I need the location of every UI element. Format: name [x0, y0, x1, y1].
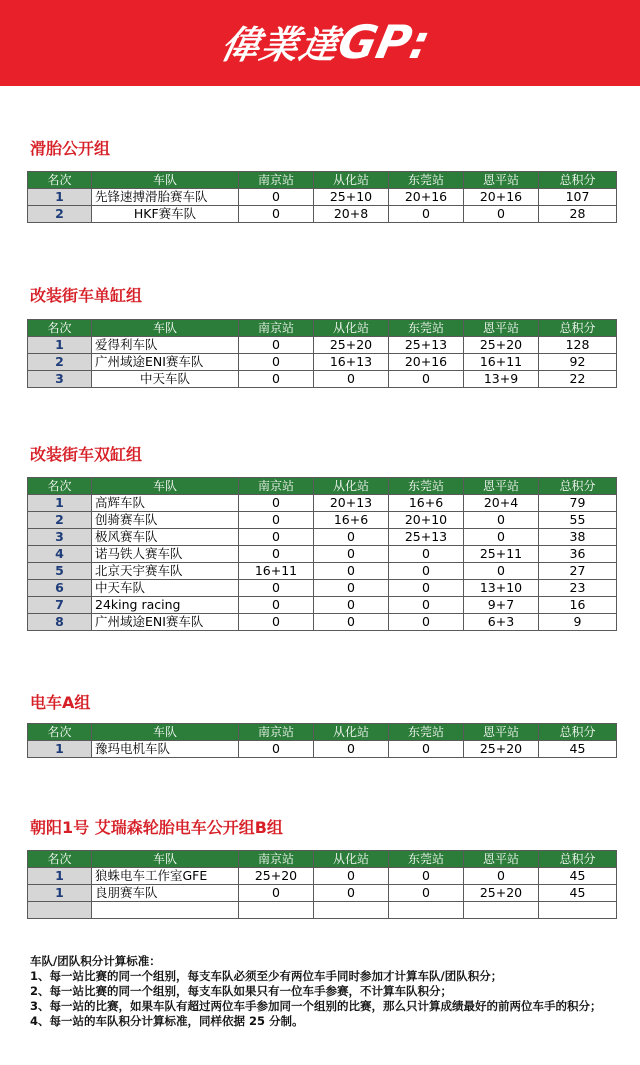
nanjing-cell: 16+11 — [239, 563, 314, 580]
dongguan-cell: 0 — [389, 563, 464, 580]
table-row — [28, 206, 617, 223]
nanjing-cell: 0 — [239, 546, 314, 563]
conghua-cell: 25+20 — [314, 337, 389, 354]
table-row — [28, 580, 617, 597]
table-row — [28, 741, 617, 758]
total-cell: 128 — [539, 337, 617, 354]
team-cell: 高辉车队 — [92, 495, 239, 512]
table-row — [28, 597, 617, 614]
nanjing-cell: 0 — [239, 741, 314, 758]
rank-cell: 3 — [28, 371, 92, 388]
dongguan-cell: 0 — [389, 580, 464, 597]
nanjing-cell: 0 — [239, 354, 314, 371]
conghua-header: 从化站 — [314, 320, 389, 337]
conghua-cell: 0 — [314, 529, 389, 546]
conghua-cell: 0 — [314, 580, 389, 597]
nanjing-header: 南京站 — [239, 172, 314, 189]
team-header: 车队 — [92, 478, 239, 495]
rank-cell: 7 — [28, 597, 92, 614]
nanjing-cell: 0 — [239, 512, 314, 529]
team-cell: 狼蛛电车工作室GFE — [92, 868, 239, 885]
notes-line: 3、每一站的比赛，如果车队有超过两位车手参加同一个组别的比赛，那么只计算成绩最好的前两位车手的积分； — [30, 999, 602, 1013]
rank-header: 名次 — [28, 478, 92, 495]
enping-cell: 20+4 — [464, 495, 539, 512]
enping-cell — [464, 902, 539, 919]
team-cell: 良朋赛车队 — [92, 885, 239, 902]
team-cell: 广州域途ENI赛车队 — [92, 614, 239, 631]
enping-header: 恩平站 — [464, 320, 539, 337]
dongguan-header: 东莞站 — [389, 478, 464, 495]
dongguan-cell: 0 — [389, 371, 464, 388]
total-cell: 28 — [539, 206, 617, 223]
dongguan-cell: 0 — [389, 597, 464, 614]
conghua-header: 从化站 — [314, 172, 389, 189]
results-table — [27, 319, 617, 388]
team-cell: 创骑赛车队 — [92, 512, 239, 529]
group-title: 朝阳1号 艾瑞森轮胎电车公开组B组 — [30, 818, 283, 837]
enping-cell: 0 — [464, 512, 539, 529]
rank-cell: 2 — [28, 354, 92, 371]
dongguan-cell: 20+16 — [389, 189, 464, 206]
enping-cell: 25+20 — [464, 885, 539, 902]
total-header: 总积分 — [539, 851, 617, 868]
rank-cell: 2 — [28, 512, 92, 529]
table-row — [28, 529, 617, 546]
conghua-cell: 0 — [314, 597, 389, 614]
enping-cell: 25+11 — [464, 546, 539, 563]
nanjing-cell: 0 — [239, 495, 314, 512]
nanjing-header: 南京站 — [239, 851, 314, 868]
team-cell: 24king racing — [92, 597, 239, 614]
nanjing-cell: 0 — [239, 614, 314, 631]
rank-cell: 1 — [28, 885, 92, 902]
total-cell: 92 — [539, 354, 617, 371]
enping-cell: 0 — [464, 529, 539, 546]
total-cell: 45 — [539, 868, 617, 885]
notes-line: 2、每一站比赛的同一个组别，每支车队如果只有一位车手参赛，不计算车队积分； — [30, 984, 452, 998]
conghua-header: 从化站 — [314, 851, 389, 868]
total-cell: 9 — [539, 614, 617, 631]
rank-header: 名次 — [28, 724, 92, 741]
total-header: 总积分 — [539, 478, 617, 495]
enping-cell: 0 — [464, 563, 539, 580]
table-row — [28, 563, 617, 580]
team-cell: 北京天宇赛车队 — [92, 563, 239, 580]
dongguan-header: 东莞站 — [389, 172, 464, 189]
dongguan-cell: 0 — [389, 868, 464, 885]
conghua-header: 从化站 — [314, 478, 389, 495]
group-title: 改装街车双缸组 — [30, 445, 143, 464]
total-header: 总积分 — [539, 724, 617, 741]
rank-cell: 1 — [28, 337, 92, 354]
dongguan-cell — [389, 902, 464, 919]
dongguan-cell: 25+13 — [389, 337, 464, 354]
enping-cell: 9+7 — [464, 597, 539, 614]
results-table — [27, 477, 617, 631]
conghua-cell: 0 — [314, 741, 389, 758]
scoring-notes — [30, 954, 620, 1029]
results-table — [27, 171, 617, 223]
conghua-header: 从化站 — [314, 724, 389, 741]
dongguan-cell: 20+10 — [389, 512, 464, 529]
total-cell: 38 — [539, 529, 617, 546]
nanjing-header: 南京站 — [239, 478, 314, 495]
enping-cell: 13+10 — [464, 580, 539, 597]
rank-cell: 3 — [28, 529, 92, 546]
conghua-cell: 0 — [314, 563, 389, 580]
table-row — [28, 614, 617, 631]
notes-line: 1、每一站比赛的同一个组别，每支车队必须至少有两位车手同时参加才计算车队/团队积分； — [30, 969, 503, 983]
table-header-row — [28, 724, 617, 741]
table-row — [28, 495, 617, 512]
conghua-cell: 0 — [314, 614, 389, 631]
table-header-row — [28, 320, 617, 337]
brand-logo — [0, 12, 640, 72]
team-cell: 豫玛电机车队 — [92, 741, 239, 758]
nanjing-cell: 0 — [239, 206, 314, 223]
dongguan-cell: 0 — [389, 885, 464, 902]
team-header: 车队 — [92, 172, 239, 189]
total-cell: 45 — [539, 741, 617, 758]
results-table — [27, 850, 617, 919]
enping-cell: 25+20 — [464, 337, 539, 354]
dongguan-cell: 0 — [389, 614, 464, 631]
team-cell: 广州域途ENI赛车队 — [92, 354, 239, 371]
total-cell: 79 — [539, 495, 617, 512]
nanjing-header: 南京站 — [239, 320, 314, 337]
team-header: 车队 — [92, 320, 239, 337]
group-title: 改装街车单缸组 — [30, 286, 143, 305]
rank-cell: 2 — [28, 206, 92, 223]
nanjing-cell: 0 — [239, 371, 314, 388]
group-title: 电车A组 — [30, 693, 91, 712]
conghua-cell: 0 — [314, 885, 389, 902]
rank-header: 名次 — [28, 320, 92, 337]
group-title: 滑胎公开组 — [30, 139, 111, 158]
conghua-cell: 0 — [314, 371, 389, 388]
total-header: 总积分 — [539, 320, 617, 337]
dongguan-cell: 0 — [389, 206, 464, 223]
total-cell — [539, 902, 617, 919]
rank-cell: 5 — [28, 563, 92, 580]
dongguan-cell: 16+6 — [389, 495, 464, 512]
rank-cell — [28, 902, 92, 919]
notes-heading: 车队/团队积分计算标准： — [30, 954, 161, 968]
table-row — [28, 885, 617, 902]
table-header-row — [28, 851, 617, 868]
nanjing-cell: 0 — [239, 885, 314, 902]
table-row — [28, 546, 617, 563]
table-row — [28, 512, 617, 529]
dongguan-cell: 25+13 — [389, 529, 464, 546]
nanjing-cell: 0 — [239, 529, 314, 546]
rank-cell: 1 — [28, 189, 92, 206]
total-cell: 16 — [539, 597, 617, 614]
rank-header: 名次 — [28, 851, 92, 868]
team-cell — [92, 902, 239, 919]
team-cell: HKF赛车队 — [92, 206, 239, 223]
rank-cell: 8 — [28, 614, 92, 631]
dongguan-cell: 20+16 — [389, 354, 464, 371]
rank-cell: 1 — [28, 495, 92, 512]
results-table — [27, 723, 617, 758]
total-header: 总积分 — [539, 172, 617, 189]
table-row — [28, 337, 617, 354]
enping-header: 恩平站 — [464, 172, 539, 189]
nanjing-header: 南京站 — [239, 724, 314, 741]
enping-cell: 20+16 — [464, 189, 539, 206]
table-header-row — [28, 478, 617, 495]
enping-cell: 16+11 — [464, 354, 539, 371]
conghua-cell: 0 — [314, 868, 389, 885]
enping-header: 恩平站 — [464, 851, 539, 868]
rank-header: 名次 — [28, 172, 92, 189]
enping-cell: 0 — [464, 868, 539, 885]
conghua-cell: 25+10 — [314, 189, 389, 206]
logo-text: 偉業達GP: — [216, 15, 435, 69]
total-cell: 107 — [539, 189, 617, 206]
notes-line: 4、每一站的车队积分计算标准，同样依据 25 分制。 — [30, 1014, 304, 1028]
enping-cell: 6+3 — [464, 614, 539, 631]
dongguan-header: 东莞站 — [389, 851, 464, 868]
nanjing-cell: 25+20 — [239, 868, 314, 885]
nanjing-cell — [239, 902, 314, 919]
nanjing-cell: 0 — [239, 597, 314, 614]
dongguan-cell: 0 — [389, 546, 464, 563]
conghua-cell: 20+8 — [314, 206, 389, 223]
conghua-cell: 16+13 — [314, 354, 389, 371]
conghua-cell: 0 — [314, 546, 389, 563]
rank-cell: 4 — [28, 546, 92, 563]
enping-cell: 25+20 — [464, 741, 539, 758]
dongguan-header: 东莞站 — [389, 724, 464, 741]
logo-gp: GP: — [333, 15, 435, 69]
conghua-cell — [314, 902, 389, 919]
enping-header: 恩平站 — [464, 478, 539, 495]
total-cell: 45 — [539, 885, 617, 902]
total-cell: 22 — [539, 371, 617, 388]
enping-cell: 13+9 — [464, 371, 539, 388]
nanjing-cell: 0 — [239, 189, 314, 206]
enping-header: 恩平站 — [464, 724, 539, 741]
team-cell: 诺马铁人赛车队 — [92, 546, 239, 563]
table-header-row — [28, 172, 617, 189]
total-cell: 55 — [539, 512, 617, 529]
rank-cell: 1 — [28, 741, 92, 758]
nanjing-cell: 0 — [239, 580, 314, 597]
rank-cell: 6 — [28, 580, 92, 597]
dongguan-header: 东莞站 — [389, 320, 464, 337]
conghua-cell: 16+6 — [314, 512, 389, 529]
conghua-cell: 20+13 — [314, 495, 389, 512]
team-cell: 极风赛车队 — [92, 529, 239, 546]
table-row — [28, 354, 617, 371]
team-cell: 先锋速搏滑胎赛车队 — [92, 189, 239, 206]
total-cell: 36 — [539, 546, 617, 563]
team-cell: 中天车队 — [92, 580, 239, 597]
table-row — [28, 902, 617, 919]
total-cell: 23 — [539, 580, 617, 597]
team-cell: 爱得利车队 — [92, 337, 239, 354]
enping-cell: 0 — [464, 206, 539, 223]
team-cell: 中天车队 — [92, 371, 239, 388]
nanjing-cell: 0 — [239, 337, 314, 354]
table-row — [28, 189, 617, 206]
total-cell: 27 — [539, 563, 617, 580]
team-header: 车队 — [92, 724, 239, 741]
dongguan-cell: 0 — [389, 741, 464, 758]
rank-cell: 1 — [28, 868, 92, 885]
team-header: 车队 — [92, 851, 239, 868]
table-row — [28, 371, 617, 388]
table-row — [28, 868, 617, 885]
